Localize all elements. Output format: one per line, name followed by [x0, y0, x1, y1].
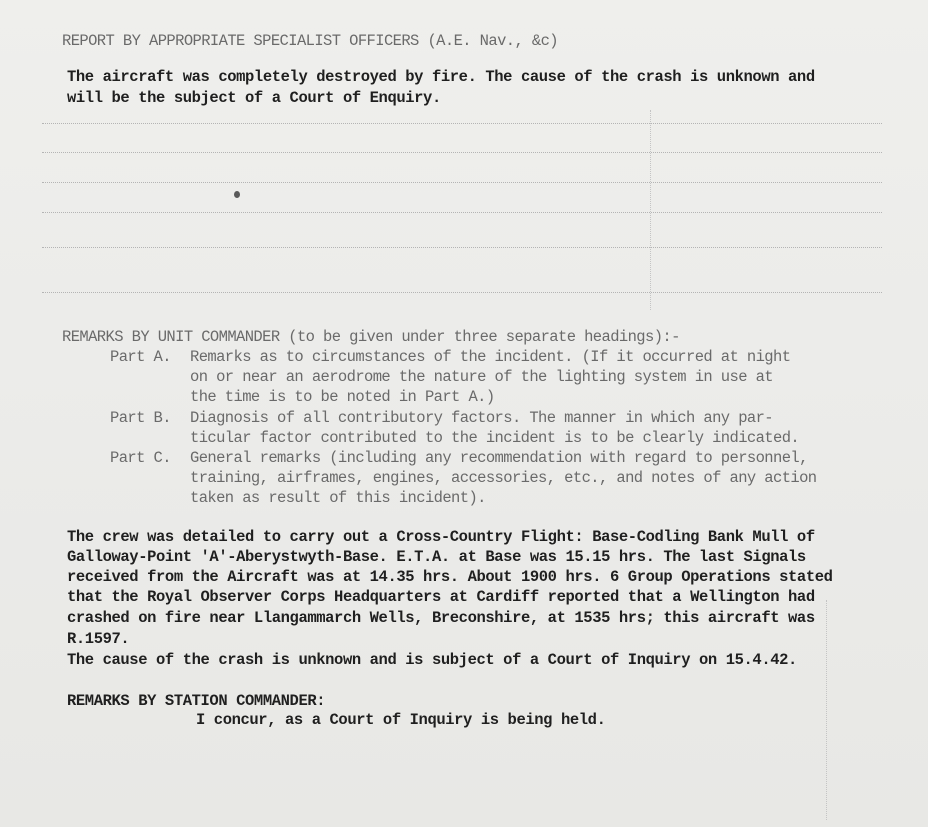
specialist-heading: REPORT BY APPROPRIATE SPECIALIST OFFICERS (A.E. Nav., &c) [62, 32, 558, 50]
unit-heading: REMARKS BY UNIT COMMANDER (to be given under three separate headings):- [62, 328, 680, 346]
specialist-text-line-1: The aircraft was completely destroyed by fire. The cause of the crash is unknown and [67, 68, 815, 86]
station-heading: REMARKS BY STATION COMMANDER: [67, 692, 326, 710]
part-b-line-2: ticular factor contributed to the incident is to be clearly indicated. [190, 429, 800, 447]
fold-mark [826, 600, 827, 820]
unit-text-line-4: that the Royal Observer Corps Headquarters at Cardiff reported that a Wellington had [67, 588, 815, 606]
part-c-line-2: training, airframes, engines, accessories, etc., and notes of any action [190, 469, 817, 487]
unit-text-line-6: R.1597. [67, 630, 130, 648]
fold-mark [650, 110, 651, 310]
specialist-text-line-2: will be the subject of a Court of Enquiry. [67, 89, 441, 107]
form-rule [42, 212, 882, 213]
unit-text-line-7: The cause of the crash is unknown and is subject of a Court of Inquiry on 15.4.42. [67, 651, 797, 669]
form-rule [42, 152, 882, 153]
part-c-line-3: taken as result of this incident). [190, 489, 486, 507]
station-text: I concur, as a Court of Inquiry is being held. [196, 711, 606, 729]
unit-text-line-3: received from the Aircraft was at 14.35 hrs. About 1900 hrs. 6 Group Operations stated [67, 568, 833, 586]
part-b-label: Part B. [110, 409, 171, 427]
form-rule [42, 123, 882, 124]
unit-text-line-5: crashed on fire near Llangammarch Wells, Breconshire, at 1535 hrs; this aircraft was [67, 609, 815, 627]
part-b-line-1: Diagnosis of all contributory factors. The manner in which any par- [190, 409, 774, 427]
unit-text-line-2: Galloway-Point 'A'-Aberystwyth-Base. E.T.A. at Base was 15.15 hrs. The last Signals [67, 548, 806, 566]
part-c-line-1: General remarks (including any recommendation with regard to personnel, [190, 449, 808, 467]
form-rule [42, 292, 882, 293]
part-a-line-3: the time is to be noted in Part A.) [190, 388, 495, 406]
part-a-label: Part A. [110, 348, 171, 366]
ink-speck [234, 191, 240, 198]
part-a-line-1: Remarks as to circumstances of the incident. (If it occurred at night [190, 348, 791, 366]
part-a-line-2: on or near an aerodrome the nature of the lighting system in use at [190, 368, 774, 386]
unit-text-line-1: The crew was detailed to carry out a Cross-Country Flight: Base-Codling Bank Mull of [67, 528, 815, 546]
form-rule [42, 182, 882, 183]
part-c-label: Part C. [110, 449, 171, 467]
form-rule [42, 247, 882, 248]
